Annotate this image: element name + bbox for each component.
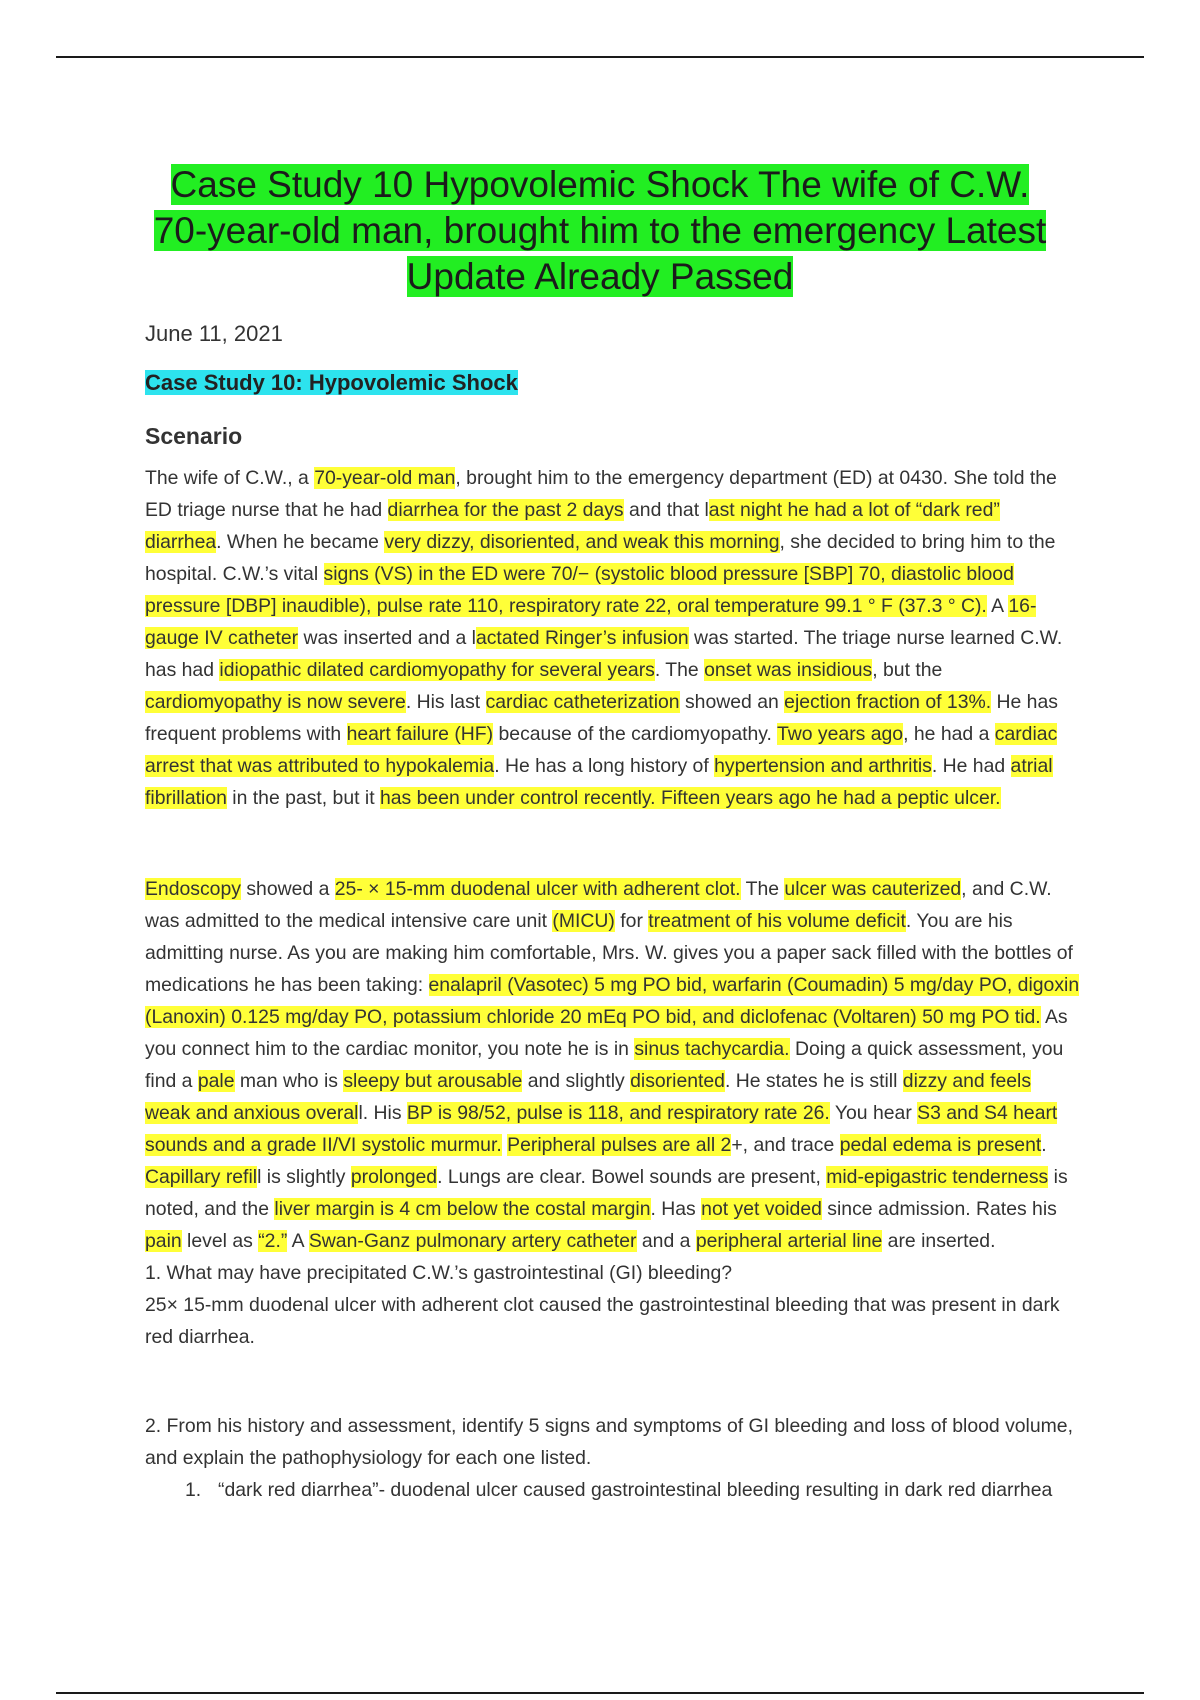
body-text: for: [614, 910, 649, 932]
list-item-number: 1.: [185, 1479, 202, 1501]
highlighted-text: cardiomyopathy is now severe: [145, 691, 406, 713]
question-2: 2. From his history and assessment, identify 5 signs and symptoms of GI bleeding and loss of blood volume, and explain the pathophysiology for each one listed.: [145, 1415, 1073, 1469]
scenario-paragraph-continued: [145, 873, 1080, 1353]
highlighted-text: signs (VS) in the ED were 70/− (systolic blood pressure [SBP] 70, diastolic blood pressure [DBP] inaudible), pulse rate 110, respiratory rate 22, oral temperature 99.1 ° F (37.3 ° C).: [145, 563, 1014, 617]
highlighted-text: prolonged: [350, 1166, 438, 1188]
body-text: . He had: [931, 755, 1011, 777]
body-text: . When he became: [216, 531, 385, 553]
body-text: 1. What may have precipitated C.W.’s gastrointestinal (GI) bleeding?: [145, 1262, 733, 1284]
body-text: +, and trace: [731, 1134, 840, 1156]
body-text: , brought him to the emergency department (ED) at 0430. She told the ED triage nurse that he had: [145, 467, 1057, 521]
body-text: are inserted.: [882, 1230, 996, 1252]
body-text: , she decided to bring him to the hospital. C.W.’s vital: [145, 531, 1056, 585]
highlighted-text: treatment of his volume deficit: [648, 910, 906, 932]
case-study-subtitle-text: Case Study 10: Hypovolemic Shock: [145, 370, 518, 395]
highlighted-text: ulcer was cauterized: [784, 878, 962, 900]
body-text: showed an: [679, 691, 785, 713]
body-text: . Has: [650, 1198, 702, 1220]
highlighted-text: cardiac catheterization: [485, 691, 680, 713]
body-text: was started. The triage nurse learned C.W. has had: [145, 627, 1063, 681]
body-text: showed a: [240, 878, 335, 900]
body-text: A: [986, 595, 1009, 617]
body-text: . He has a long history of: [494, 755, 715, 777]
body-text: A: [287, 1230, 309, 1252]
highlighted-text: BP is 98/52, pulse is 118, and respiratory rate 26.: [406, 1102, 830, 1124]
body-text: is noted, and the: [145, 1166, 1068, 1220]
highlighted-text: very dizzy, disoriented, and weak this morning: [384, 531, 780, 553]
highlighted-text: dizzy and feels weak and anxious overal: [145, 1070, 1032, 1124]
highlighted-text: sleepy but arousable: [343, 1070, 523, 1092]
body-text: , but the: [872, 659, 943, 681]
highlighted-text: heart failure (HF): [346, 723, 494, 745]
body-text: Doing a quick assessment, you find a: [145, 1038, 1064, 1092]
highlighted-text: (MICU): [552, 910, 615, 932]
highlighted-text: atrial fibrillation: [145, 755, 1053, 809]
top-rule: [56, 56, 1144, 58]
body-text: and that l: [623, 499, 709, 521]
body-text: and slightly: [522, 1070, 631, 1092]
body-text: As you connect him to the cardiac monitor, you note he is in: [145, 1006, 1068, 1060]
highlighted-text: sinus tachycardia.: [634, 1038, 790, 1060]
section-heading: Scenario: [145, 423, 243, 449]
highlighted-text: not yet voided: [701, 1198, 822, 1220]
highlighted-text: pedal edema is present: [839, 1134, 1042, 1156]
highlighted-text: disoriented: [630, 1070, 725, 1092]
body-text: l is slightly: [257, 1166, 351, 1188]
highlighted-text: diarrhea for the past 2 days: [387, 499, 624, 521]
highlighted-text: “2.”: [258, 1230, 288, 1252]
highlighted-text: actated Ringer’s infusion: [475, 627, 689, 649]
body-text: man who is: [234, 1070, 344, 1092]
body-text: l. His: [358, 1102, 407, 1124]
body-text: since admission. Rates his: [821, 1198, 1057, 1220]
body-text: , and C.W. was admitted to the medical intensive care unit: [145, 878, 1052, 932]
highlighted-text: hypertension and arthritis: [714, 755, 932, 777]
highlighted-text: peripheral arterial line: [695, 1230, 883, 1252]
highlighted-text: S3 and S4 heart sounds and a grade II/VI systolic murmur.: [145, 1102, 1058, 1156]
scenario-paragraph: [145, 462, 1080, 814]
body-text: in the past, but it: [226, 787, 380, 809]
highlighted-text: mid-epigastric tenderness: [826, 1166, 1049, 1188]
body-text: . His last: [405, 691, 486, 713]
highlighted-text: Peripheral pulses are all 2: [507, 1134, 732, 1156]
highlighted-text: 16-gauge IV catheter: [145, 595, 1037, 649]
highlighted-text: Swan-Ganz pulmonary artery catheter: [308, 1230, 637, 1252]
body-text: was inserted and a l: [298, 627, 476, 649]
body-text: The wife of C.W., a: [145, 467, 315, 489]
body-text: 25× 15-mm duodenal ulcer with adherent clot caused the gastrointestinal bleeding that was present in dark red diarrhea.: [145, 1294, 1060, 1348]
highlighted-text: has been under control recently. Fifteen years ago he had a peptic ulcer.: [379, 787, 1001, 809]
highlighted-text: Endoscopy: [145, 878, 241, 900]
list-item-text: “dark red diarrhea”- duodenal ulcer caused gastrointestinal bleeding resulting in dark red diarrhea: [218, 1479, 1053, 1501]
body-text: . Lungs are clear. Bowel sounds are present,: [437, 1166, 827, 1188]
body-text: . He states he is still: [724, 1070, 903, 1092]
body-text: because of the cardiomyopathy.: [493, 723, 777, 745]
document-title-text: Case Study 10 Hypovolemic Shock The wife of C.W. 70-year-old man, brought him to the emergency Latest Update Already Passed: [153, 164, 1047, 297]
answer-list: [185, 1474, 1065, 1506]
highlighted-text: cardiac arrest that was attributed to hypokalemia: [145, 723, 1058, 777]
body-text: and a: [636, 1230, 696, 1252]
bottom-rule: [56, 1692, 1144, 1694]
highlighted-text: enalapril (Vasotec) 5 mg PO bid, warfarin (Coumadin) 5 mg/day PO, digoxin (Lanoxin) 0.125 mg/day PO, potassium chloride 20 mEq PO bid, and diclofenac (Voltaren) 50 mg PO tid.: [145, 974, 1080, 1028]
case-study-subtitle: [145, 369, 1080, 397]
highlighted-text: liver margin is 4 cm below the costal margin: [274, 1198, 651, 1220]
document-title: [140, 162, 1060, 300]
highlighted-text: 25- × 15-mm duodenal ulcer with adherent clot.: [334, 878, 741, 900]
highlighted-text: Two years ago: [776, 723, 904, 745]
body-text: You hear: [829, 1102, 918, 1124]
highlighted-text: pain: [145, 1230, 182, 1252]
document-date: June 11, 2021: [145, 321, 283, 346]
highlighted-text: pale: [197, 1070, 235, 1092]
list-item: [185, 1474, 1065, 1506]
highlighted-text: Capillary refil: [145, 1166, 258, 1188]
body-text: . You are his admitting nurse. As you are making him comfortable, Mrs. W. gives you a paper sack filled with the bottles of medications he has been taking:: [145, 910, 1073, 996]
body-text: , he had a: [903, 723, 995, 745]
body-text: . The: [654, 659, 705, 681]
body-text: He has frequent problems with: [145, 691, 1058, 745]
highlighted-text: idiopathic dilated cardiomyopathy for several years: [219, 659, 655, 681]
body-text: level as: [181, 1230, 259, 1252]
highlighted-text: 70-year-old man: [314, 467, 456, 489]
body-text: The: [740, 878, 785, 900]
highlighted-text: ast night he had a lot of “dark red” diarrhea: [145, 499, 1000, 553]
highlighted-text: onset was insidious: [704, 659, 873, 681]
highlighted-text: ejection fraction of 13%.: [784, 691, 992, 713]
body-text: .: [1041, 1134, 1047, 1156]
